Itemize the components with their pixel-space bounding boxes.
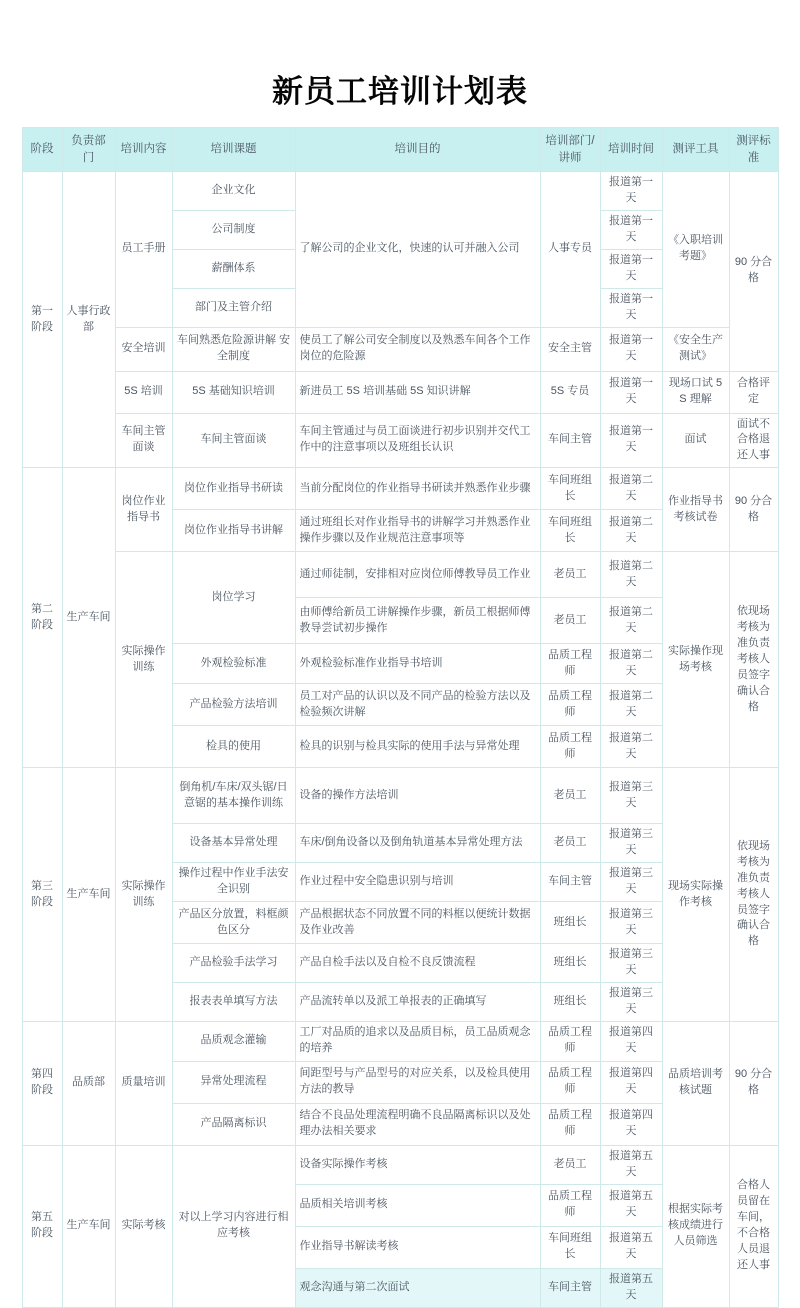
col-header-standard: 测评标准 (729, 128, 778, 172)
cell-content: 实际操作训练 (115, 768, 172, 1022)
cell-purpose: 通过班组长对作业指导书的讲解学习并熟悉作业操作步骤以及作业规范注意事项等 (295, 510, 540, 552)
cell-time: 报道第二天 (600, 684, 662, 726)
cell-topic: 对以上学习内容进行相应考核 (172, 1145, 295, 1307)
cell-topic: 岗位学习 (172, 552, 295, 644)
cell-time: 报道第四天 (600, 1021, 662, 1061)
cell-purpose: 设备实际操作考核 (295, 1145, 540, 1184)
cell-tool: 品质培训考核试题 (662, 1021, 729, 1145)
col-header-purpose: 培训目的 (295, 128, 540, 172)
cell-lecturer: 品质工程师 (540, 1061, 600, 1103)
cell-topic: 异常处理流程 (172, 1061, 295, 1103)
cell-lecturer: 老员工 (540, 1145, 600, 1184)
cell-lecturer: 品质工程师 (540, 1021, 600, 1061)
col-header-time: 培训时间 (600, 128, 662, 172)
cell-purpose: 工厂对品质的追求以及品质目标，员工品质观念的培养 (295, 1021, 540, 1061)
cell-time: 报道第一天 (600, 371, 662, 413)
cell-standard: 90 分合格 (729, 1021, 778, 1145)
cell-time: 报道第一天 (600, 210, 662, 249)
cell-purpose: 新进员工 5S 培训基础 5S 知识讲解 (295, 371, 540, 413)
document-page (0, 66, 800, 1301)
col-header-topic: 培训课题 (172, 128, 295, 172)
cell-lecturer: 车间主管 (540, 413, 600, 468)
col-header-lecturer: 培训部门/讲师 (540, 128, 600, 172)
cell-time: 报道第二天 (600, 644, 662, 684)
cell-topic: 产品隔离标识 (172, 1103, 295, 1145)
cell-topic: 检具的使用 (172, 726, 295, 768)
table-row (22, 1021, 778, 1061)
cell-department: 生产车间 (62, 768, 115, 1022)
cell-lecturer: 车间班组长 (540, 1226, 600, 1268)
cell-department: 生产车间 (62, 468, 115, 768)
cell-topic: 公司制度 (172, 210, 295, 249)
cell-purpose: 观念沟通与第二次面试 (295, 1268, 540, 1307)
cell-tool: 面试 (662, 413, 729, 468)
cell-purpose: 了解公司的企业文化，快速的认可并融入公司 (295, 172, 540, 328)
cell-topic: 品质观念灌输 (172, 1021, 295, 1061)
cell-purpose: 间距型号与产品型号的对应关系，以及检具使用方法的教导 (295, 1061, 540, 1103)
cell-purpose: 作业指导书解读考核 (295, 1226, 540, 1268)
cell-lecturer: 车间班组长 (540, 468, 600, 510)
cell-lecturer: 品质工程师 (540, 1103, 600, 1145)
table-row (22, 371, 778, 413)
cell-stage: 第二阶段 (22, 468, 62, 768)
cell-department: 人事行政部 (62, 172, 115, 468)
cell-content: 实际操作训练 (115, 552, 172, 768)
cell-time: 报道第二天 (600, 598, 662, 644)
header-row (22, 128, 778, 172)
cell-time: 报道第一天 (600, 288, 662, 327)
cell-lecturer: 品质工程师 (540, 726, 600, 768)
cell-purpose: 设备的操作方法培训 (295, 768, 540, 824)
cell-time: 报道第二天 (600, 726, 662, 768)
cell-lecturer: 班组长 (540, 902, 600, 944)
cell-tool: 作业指导书考核试卷 (662, 468, 729, 552)
cell-tool: 现场口试 5S 理解 (662, 371, 729, 413)
table-row (22, 552, 778, 598)
cell-standard: 依现场考核为准负责考核人员签字确认合格 (729, 552, 778, 768)
cell-content: 质量培训 (115, 1021, 172, 1145)
cell-standard: 90 分合格 (729, 172, 778, 372)
cell-time: 报道第三天 (600, 982, 662, 1021)
cell-topic: 设备基本异常处理 (172, 824, 295, 863)
cell-tool: 《安全生产测试》 (662, 327, 729, 371)
cell-lecturer: 班组长 (540, 982, 600, 1021)
cell-purpose: 车间主管通过与员工面谈进行初步识别并交代工作中的注意事项以及班组长认识 (295, 413, 540, 468)
cell-tool: 现场实际操作考核 (662, 768, 729, 1022)
cell-topic: 产品检验方法培训 (172, 684, 295, 726)
cell-purpose: 由师傅给新员工讲解操作步骤，新员工根据师傅教导尝试初步操作 (295, 598, 540, 644)
cell-lecturer: 人事专员 (540, 172, 600, 328)
training-plan-table (22, 127, 779, 1308)
cell-purpose: 产品流转单以及派工单报表的正确填写 (295, 982, 540, 1021)
table-row (22, 327, 778, 371)
cell-tool: 实际操作现场考核 (662, 552, 729, 768)
cell-lecturer: 老员工 (540, 768, 600, 824)
cell-topic: 外观检验标准 (172, 644, 295, 684)
cell-topic: 薪酬体系 (172, 249, 295, 288)
cell-standard: 合格人员留在车间，不合格人员退还人事 (729, 1145, 778, 1307)
cell-stage: 第五阶段 (22, 1145, 62, 1307)
cell-purpose: 使员工了解公司安全制度以及熟悉车间各个工作岗位的危险源 (295, 327, 540, 371)
table-row (22, 1145, 778, 1184)
cell-time: 报道第一天 (600, 249, 662, 288)
cell-department: 品质部 (62, 1021, 115, 1145)
cell-stage: 第四阶段 (22, 1021, 62, 1145)
cell-lecturer: 老员工 (540, 552, 600, 598)
cell-lecturer: 车间班组长 (540, 510, 600, 552)
col-header-tool: 测评工具 (662, 128, 729, 172)
cell-topic: 企业文化 (172, 172, 295, 211)
table-row (22, 768, 778, 824)
cell-purpose: 外观检验标准作业指导书培训 (295, 644, 540, 684)
cell-topic: 5S 基础知识培训 (172, 371, 295, 413)
table-row (22, 468, 778, 510)
col-header-content: 培训内容 (115, 128, 172, 172)
cell-topic: 操作过程中作业手法安全识别 (172, 863, 295, 902)
cell-department: 生产车间 (62, 1145, 115, 1307)
col-header-department: 负责部门 (62, 128, 115, 172)
cell-lecturer: 车间主管 (540, 1268, 600, 1307)
cell-stage: 第一阶段 (22, 172, 62, 468)
cell-standard: 面试不合格退还人事 (729, 413, 778, 468)
cell-tool: 《入职培训考题》 (662, 172, 729, 328)
cell-purpose: 作业过程中安全隐患识别与培训 (295, 863, 540, 902)
cell-topic: 岗位作业指导书研读 (172, 468, 295, 510)
cell-topic: 部门及主管介绍 (172, 288, 295, 327)
cell-time: 报道第一天 (600, 327, 662, 371)
cell-lecturer: 车间主管 (540, 863, 600, 902)
cell-time: 报道第一天 (600, 413, 662, 468)
page-title: 新员工培训计划表 (272, 74, 528, 109)
cell-content: 员工手册 (115, 172, 172, 328)
cell-lecturer: 老员工 (540, 598, 600, 644)
cell-time: 报道第四天 (600, 1103, 662, 1145)
cell-topic: 产品区分放置，料框颜色区分 (172, 902, 295, 944)
cell-topic: 岗位作业指导书讲解 (172, 510, 295, 552)
cell-purpose: 检具的识别与检具实际的使用手法与异常处理 (295, 726, 540, 768)
cell-time: 报道第三天 (600, 902, 662, 944)
cell-time: 报道第四天 (600, 1061, 662, 1103)
cell-time: 报道第三天 (600, 824, 662, 863)
cell-purpose: 品质相关培训考核 (295, 1184, 540, 1226)
cell-purpose: 当前分配岗位的作业指导书研读并熟悉作业步骤 (295, 468, 540, 510)
cell-content: 5S 培训 (115, 371, 172, 413)
cell-purpose: 员工对产品的认识以及不同产品的检验方法以及检验频次讲解 (295, 684, 540, 726)
table-row (22, 413, 778, 468)
cell-lecturer: 老员工 (540, 824, 600, 863)
cell-topic: 产品检验手法学习 (172, 944, 295, 983)
cell-time: 报道第五天 (600, 1268, 662, 1307)
cell-tool: 根据实际考核成绩进行人员筛选 (662, 1145, 729, 1307)
cell-topic: 倒角机/车床/双头锯/日意锯的基本操作训练 (172, 768, 295, 824)
cell-time: 报道第三天 (600, 863, 662, 902)
cell-lecturer: 班组长 (540, 944, 600, 983)
cell-content: 实际考核 (115, 1145, 172, 1307)
cell-time: 报道第二天 (600, 510, 662, 552)
cell-time: 报道第一天 (600, 172, 662, 211)
cell-standard: 依现场考核为准负责考核人员签字确认合格 (729, 768, 778, 1022)
cell-time: 报道第二天 (600, 552, 662, 598)
cell-lecturer: 5S 专员 (540, 371, 600, 413)
col-header-stage: 阶段 (22, 128, 62, 172)
cell-topic: 报表表单填写方法 (172, 982, 295, 1021)
cell-lecturer: 品质工程师 (540, 644, 600, 684)
cell-content: 岗位作业指导书 (115, 468, 172, 552)
cell-time: 报道第二天 (600, 468, 662, 510)
cell-time: 报道第三天 (600, 768, 662, 824)
cell-lecturer: 安全主管 (540, 327, 600, 371)
cell-topic: 车间主管面谈 (172, 413, 295, 468)
table-row (22, 172, 778, 211)
cell-time: 报道第五天 (600, 1184, 662, 1226)
cell-standard: 90 分合格 (729, 468, 778, 552)
cell-time: 报道第五天 (600, 1226, 662, 1268)
cell-standard: 合格评定 (729, 371, 778, 413)
cell-purpose: 产品自检手法以及自检不良反馈流程 (295, 944, 540, 983)
cell-lecturer: 品质工程师 (540, 1184, 600, 1226)
cell-content: 车间主管面谈 (115, 413, 172, 468)
cell-purpose: 结合不良品处理流程明确不良品隔离标识以及处理办法相关要求 (295, 1103, 540, 1145)
cell-purpose: 车床/倒角设备以及倒角轨道基本异常处理方法 (295, 824, 540, 863)
cell-time: 报道第三天 (600, 944, 662, 983)
cell-purpose: 通过师徒制，安排相对应岗位师傅教导员工作业 (295, 552, 540, 598)
cell-stage: 第三阶段 (22, 768, 62, 1022)
cell-content: 安全培训 (115, 327, 172, 371)
cell-topic: 车间熟悉危险源讲解 安全制度 (172, 327, 295, 371)
cell-lecturer: 品质工程师 (540, 684, 600, 726)
cell-purpose: 产品根据状态不同放置不同的料框以便统计数据及作业改善 (295, 902, 540, 944)
cell-time: 报道第五天 (600, 1145, 662, 1184)
